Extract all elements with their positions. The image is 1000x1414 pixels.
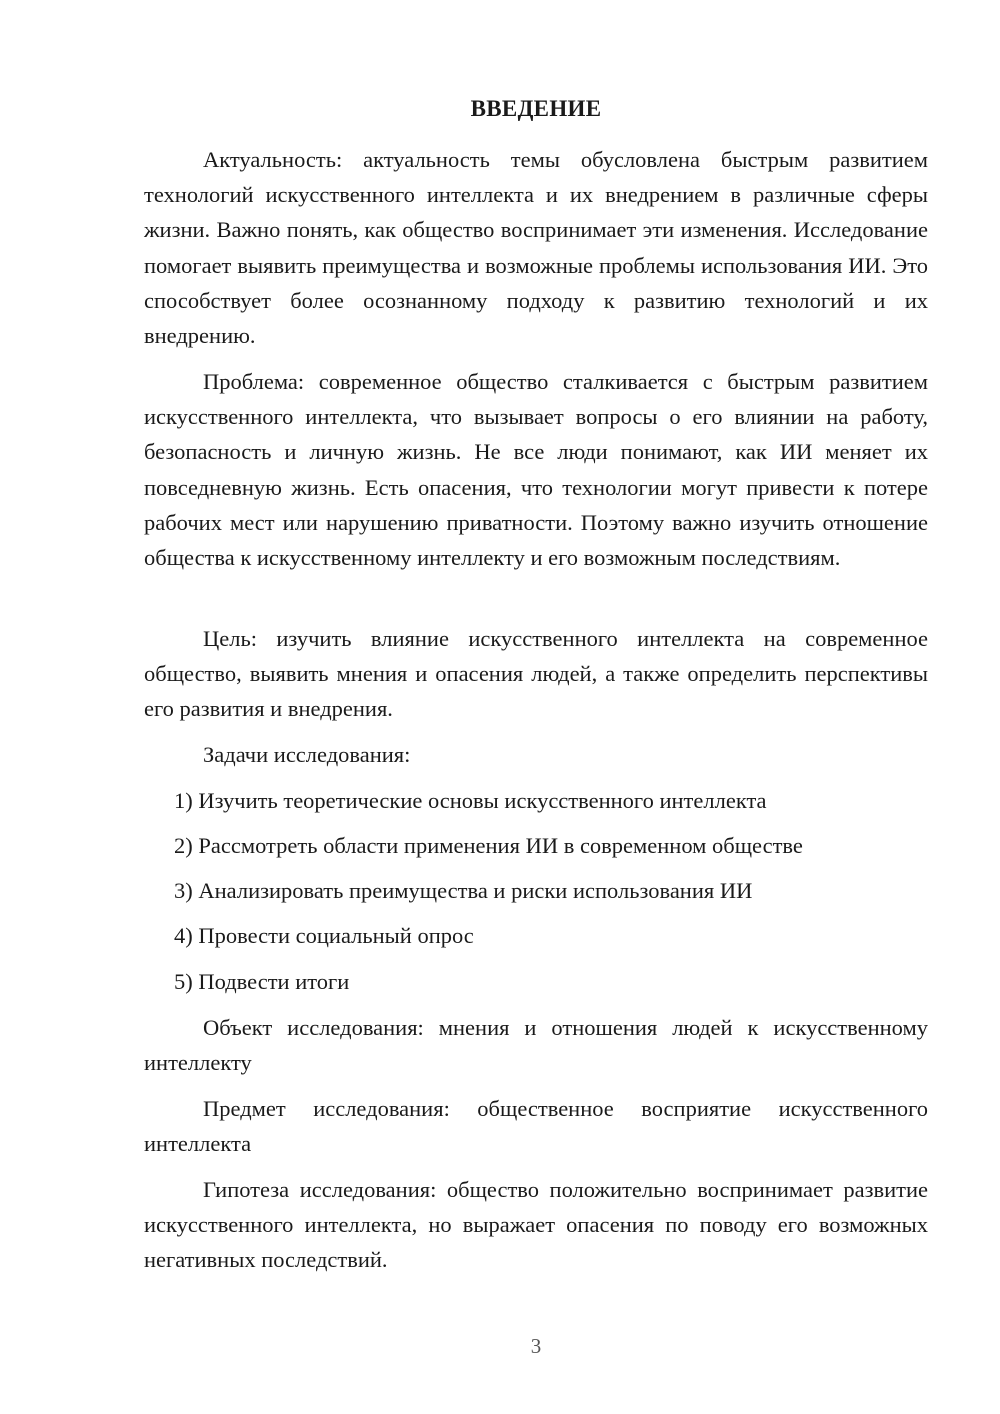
task-item: 5) Подвести итоги xyxy=(174,969,350,994)
paragraph-relevance: Актуальность: актуальность темы обусловлена быстрым развитием технологий искусственного интеллекта и их внедрением в различные сферы жизни. Важно понять, как общество воспринимает эти изменения. Исследование помогает выявить преимущества и возможные проблемы использования ИИ. Это способствует более осознанному подходу к развитию технологий и их внедрению. xyxy=(144,147,928,349)
task-item: 1) Изучить теоретические основы искусственного интеллекта xyxy=(174,788,767,813)
task-item: 3) Анализировать преимущества и риски использования ИИ xyxy=(174,878,753,903)
paragraph-hypothesis: Гипотеза исследования: общество положительно воспринимает развитие искусственного интеллекта, но выражает опасения по поводу его возможных негативных последствий. xyxy=(144,1177,928,1273)
page-number: 3 xyxy=(530,1334,542,1358)
paragraph-goal: Цель: изучить влияние искусственного интеллекта на современное общество, выявить мнения и опасения людей, а также определить перспективы его развития и внедрения. xyxy=(144,626,928,722)
paragraph-problem: Проблема: современное общество сталкивается с быстрым развитием искусственного интеллекта, что вызывает вопросы о его влиянии на работу, безопасность и личную жизнь. Не все люди понимают, как ИИ меняет их повседневную жизнь. Есть опасения, что технологии могут привести к потере рабочих мест или нарушению приватности. Поэтому важно изучить отношение общества к искусственному интеллекту и его возможным последствиям. xyxy=(144,369,928,571)
paragraph-object: Объект исследования: мнения и отношения людей к искусственному интеллекту xyxy=(144,1015,928,1076)
task-item: 4) Провести социальный опрос xyxy=(174,923,474,948)
paragraph-subject: Предмет исследования: общественное восприятие искусственного интеллекта xyxy=(144,1096,928,1157)
section-heading: ВВЕДЕНИЕ xyxy=(470,96,602,121)
tasks-title: Задачи исследования: xyxy=(203,742,411,767)
task-item: 2) Рассмотреть области применения ИИ в современном обществе xyxy=(174,833,803,858)
